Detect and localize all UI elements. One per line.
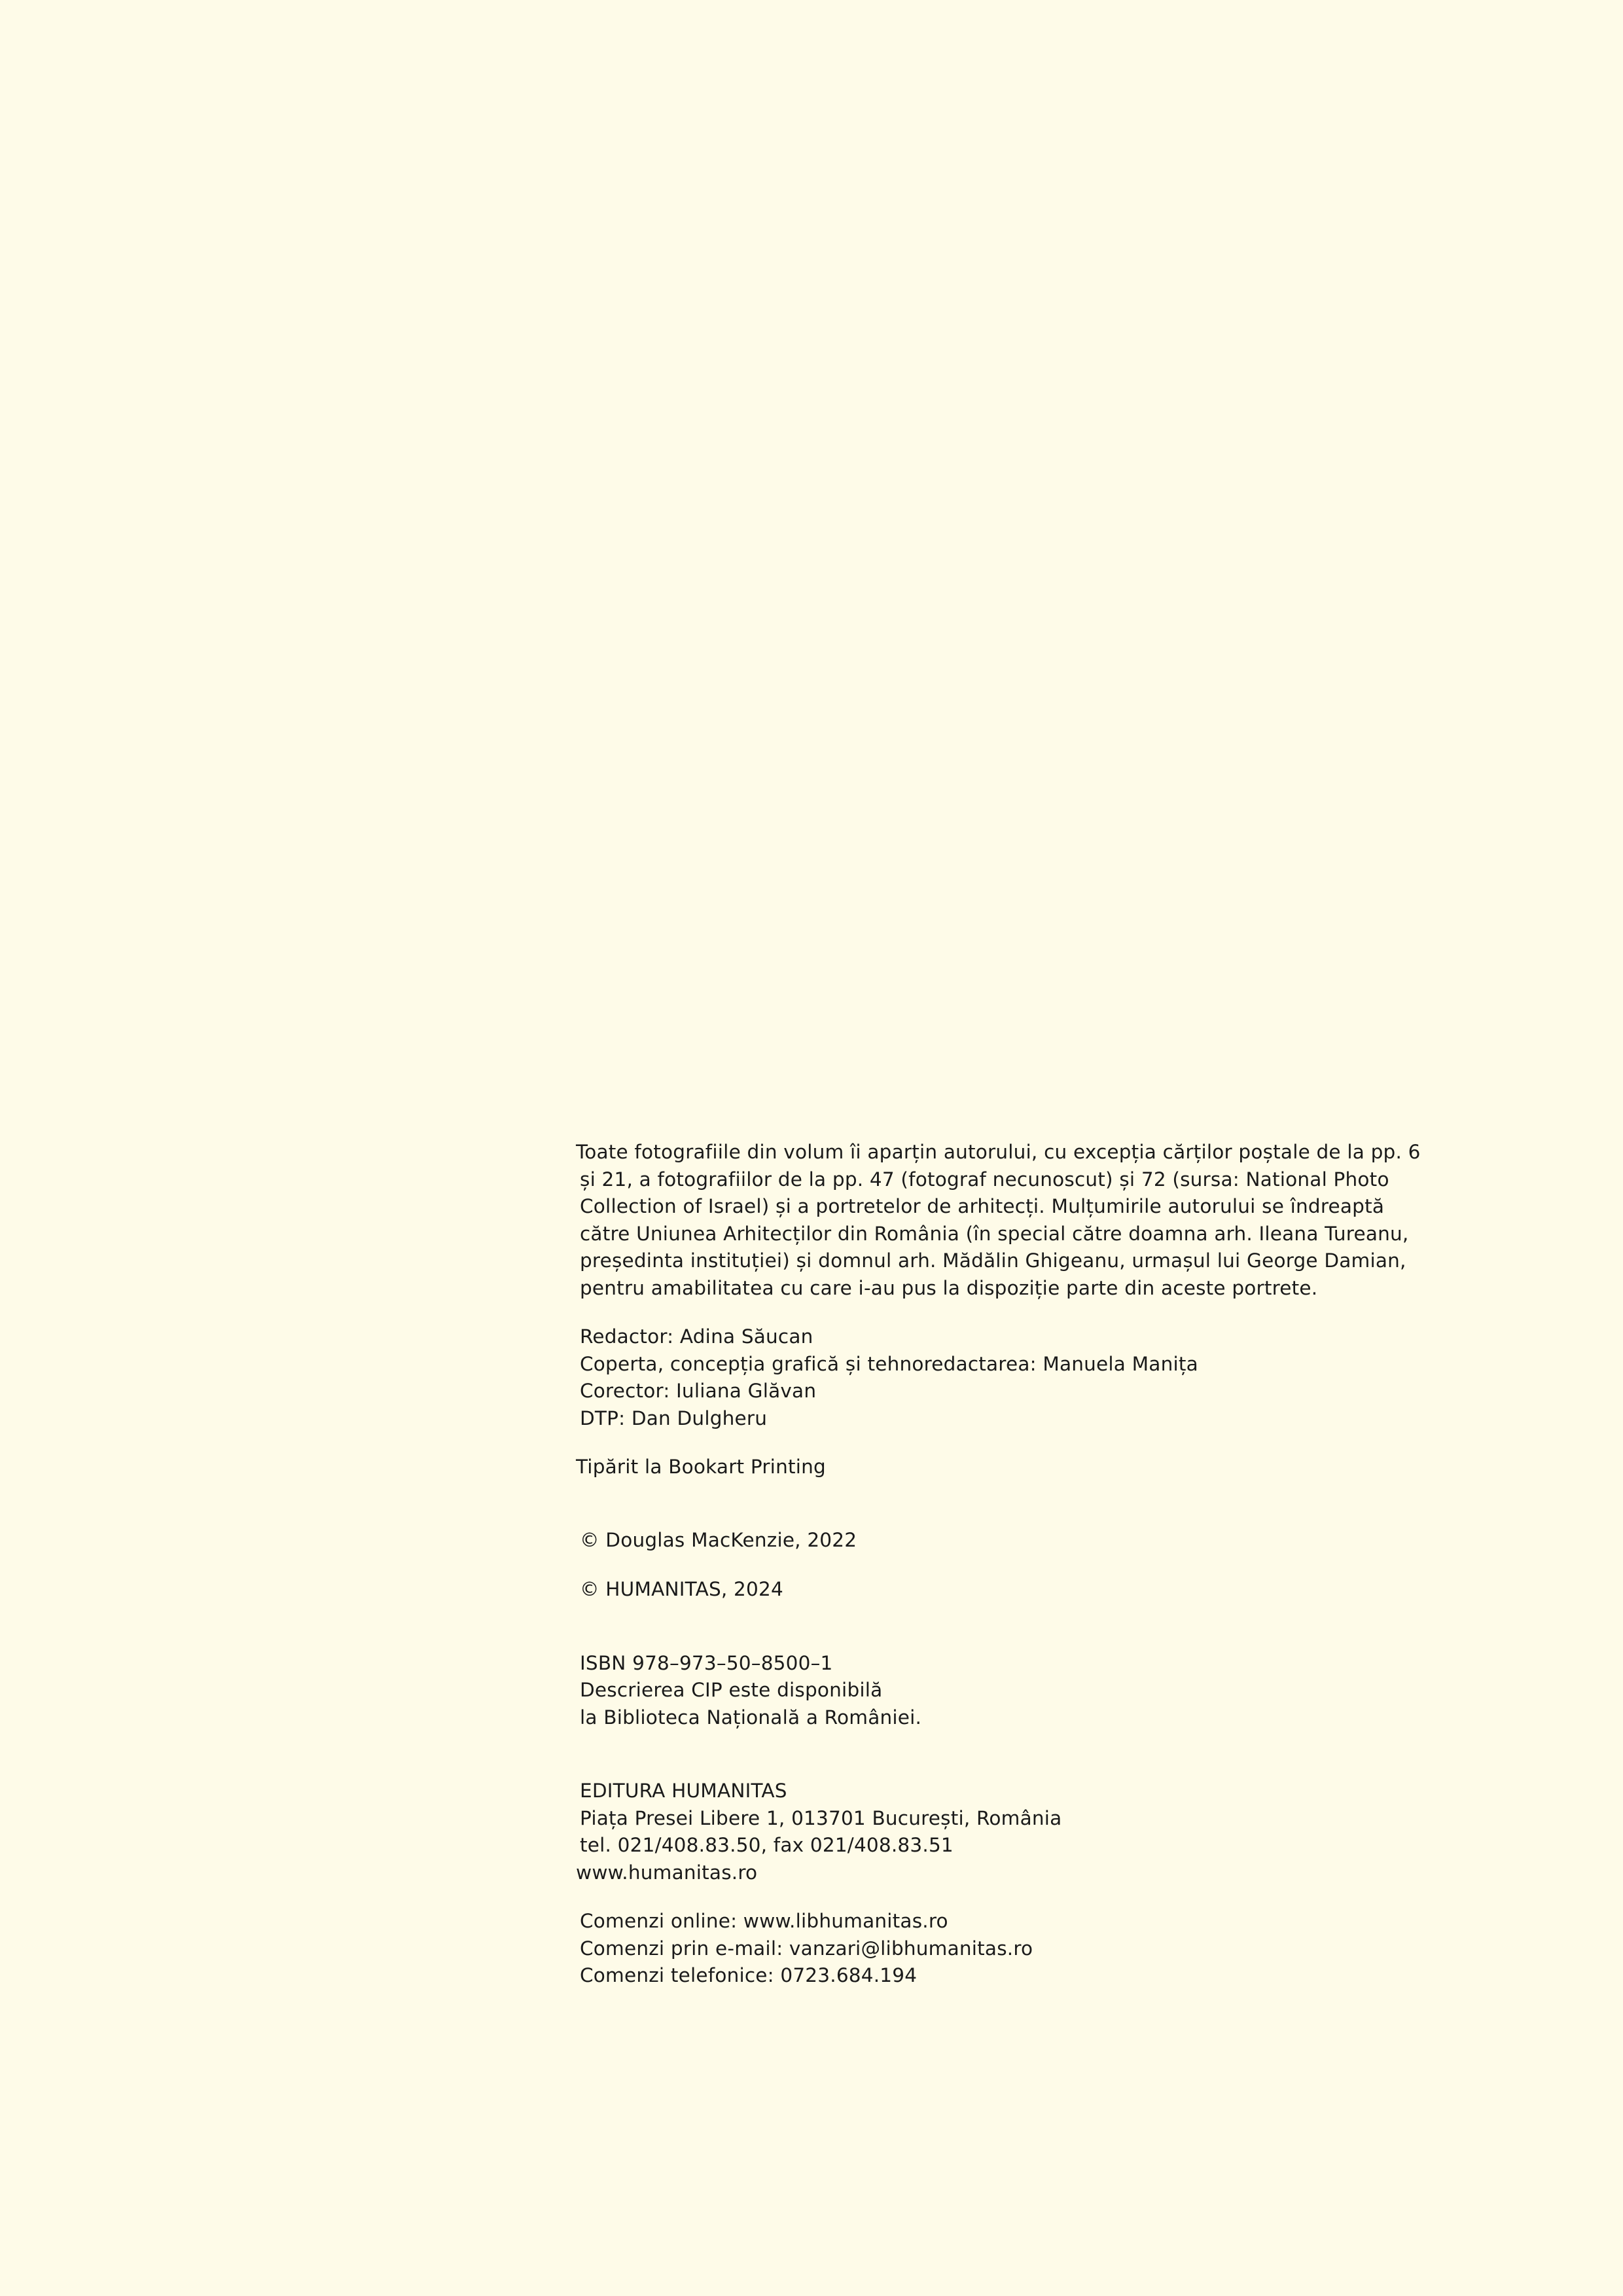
publisher-phone: tel. 021/408.83.50, fax 021/408.83.51 <box>580 1834 954 1856</box>
orders-block <box>576 1908 1466 1990</box>
isbn-line: ISBN 978–973–50–8500–1 <box>580 1651 833 1674</box>
editorial-staff <box>576 1323 1466 1432</box>
staff-line-editor: Redactor: Adina Săucan <box>580 1325 813 1348</box>
credits-line: pentru amabilitatea cu care i-au pus la dispoziție parte din aceste portrete. <box>580 1276 1318 1299</box>
credits-line: către Uniunea Arhitecților din România (în special către doamna arh. Ileana Tureanu, <box>580 1222 1409 1245</box>
orders-online: Comenzi online: www.libhumanitas.ro <box>580 1910 948 1932</box>
credits-line: Toate fotografiile din volum îi aparțin autorului, cu excepția cărților poștale de la pp. 6 <box>576 1141 1421 1163</box>
credits-line: președinta instituției) și domnul arh. Mădălin Ghigeanu, urmașul lui George Damian, <box>580 1249 1406 1272</box>
copyright-author: © Douglas MacKenzie, 2022 <box>580 1528 857 1551</box>
cip-line: Descrierea CIP este disponibilă <box>580 1679 883 1701</box>
copyright-publisher: © HUMANITAS, 2024 <box>580 1578 783 1600</box>
publisher-name: EDITURA HUMANITAS <box>580 1780 787 1802</box>
photo-credits-paragraph <box>576 1139 1466 1302</box>
orders-phone: Comenzi telefonice: 0723.684.194 <box>580 1964 918 1986</box>
orders-email: Comenzi prin e-mail: vanzari@libhumanitas.ro <box>580 1937 1033 1960</box>
staff-line-dtp: DTP: Dan Dulgheru <box>580 1407 768 1429</box>
credits-line: Collection of Israel) și a portretelor de arhitecți. Mulțumirile autorului se îndreaptă <box>580 1195 1385 1217</box>
cip-line: la Biblioteca Națională a României. <box>580 1706 922 1729</box>
credits-line: și 21, a fotografiilor de la pp. 47 (fotograf necunoscut) și 72 (sursa: National Photo <box>580 1168 1389 1191</box>
publisher-address: Piața Presei Libere 1, 013701 București, România <box>580 1806 1062 1829</box>
publisher-address-block <box>576 1778 1466 1886</box>
publisher-website: www.humanitas.ro <box>576 1861 758 1884</box>
staff-line-proofreader: Corector: Iuliana Glăvan <box>580 1380 817 1402</box>
printer-line: Tipărit la Bookart Printing <box>576 1456 826 1478</box>
colophon-text-block <box>576 1139 1466 1990</box>
isbn-cip-block <box>576 1650 1466 1732</box>
staff-line-design: Coperta, concepția grafică și tehnoredactarea: Manuela Manița <box>580 1352 1198 1375</box>
